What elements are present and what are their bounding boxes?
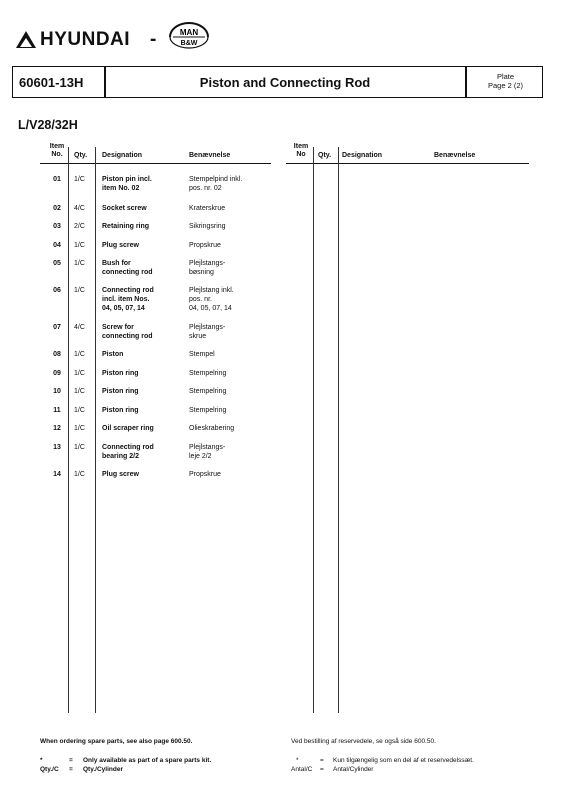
footer-kit-note: Only available as part of a spare parts kit. [83,757,212,764]
benaevnelse-line: Stempelpind inkl. [189,176,243,183]
footer-order-note-danish: Ved bestilling af reservedele, se også side 600.50. [291,738,436,745]
benaevnelse-line: Sikringsring [189,223,226,230]
footer-star-symbol: * [40,757,43,764]
item-no: 12 [53,425,61,432]
benaevnelse-line: Propskrue [189,242,221,249]
footer-equals: = [69,757,73,764]
benaevnelse-line: Plejlstang inkl. [189,287,234,294]
man-logo-top-text: MAN [179,28,199,37]
item-no: 09 [53,370,61,377]
designation-line: Piston ring [102,388,139,395]
designation-line: incl. item Nos. [102,296,150,303]
designation-line: 04, 05, 07, 14 [102,305,145,312]
item-benaevnelse [189,424,271,433]
item-no: 14 [53,471,61,478]
designation-line: connecting rod [102,333,153,340]
designation-line: Piston ring [102,370,139,377]
item-no: 13 [53,444,61,451]
header-rule-right [286,163,529,164]
item-benaevnelse [189,222,271,231]
item-no: 07 [53,324,61,331]
item-qty: 1/C [74,370,85,377]
item-qty: 1/C [74,471,85,478]
document-number: 60601-13H [19,75,84,90]
column-line [68,147,69,713]
benaevnelse-line: Plejlstangs- [189,260,226,267]
item-designation [102,323,187,341]
designation-line: Retaining ring [102,223,150,230]
designation-line: Socket screw [102,205,147,212]
benaevnelse-line: Stempelring [189,388,227,395]
benaevnelse-line: Stempelring [189,370,227,377]
item-qty: 1/C [74,351,85,358]
item-qty: 2/C [74,223,85,230]
benaevnelse-line: bøsning [189,269,214,276]
plate-page: Page 2 (2) [487,81,524,90]
item-no: 06 [53,287,61,294]
plate-info [467,72,544,90]
item-benaevnelse [189,204,271,213]
footer-qty-symbol: Qty./C [40,766,59,773]
footer-antal-symbol: Antal/C [291,766,313,773]
item-designation [102,204,187,213]
item-benaevnelse [189,387,271,396]
item-no: 02 [53,205,61,212]
benaevnelse-line: Kraterskrue [189,205,226,212]
benaevnelse-line: Plejlstangs- [189,444,226,451]
item-no: 11 [53,407,61,414]
item-benaevnelse [189,323,271,341]
col-header-item-line2: No. [51,151,63,158]
item-benaevnelse [189,350,271,359]
title-box [12,66,543,98]
item-qty: 4/C [74,205,85,212]
designation-line: bearing 2/2 [102,453,139,460]
engine-type: L/V28/32H [18,118,78,132]
footer-equals-danish: = [320,757,324,764]
item-designation [102,443,187,461]
footer-equals-danish: = [320,766,324,773]
footer-kit-note-danish: Kun tilgængelig som en del af et reservedelssæt. [333,757,474,764]
item-benaevnelse [189,369,271,378]
item-designation [102,286,187,313]
col-header-item-line1: Item [49,143,65,150]
designation-line: Piston pin incl. [102,176,152,183]
item-no: 01 [53,176,61,183]
hyundai-logo-triangle-inner [20,38,32,47]
item-qty: 4/C [74,324,85,331]
item-no: 05 [53,260,61,267]
benaevnelse-line: Plejlstangs- [189,324,226,331]
designation-line: Connecting rod [102,287,154,294]
header-rule-left [40,163,271,164]
footer-antal-definition: Antal/Cylinder [333,766,374,773]
man-logo-bottom-text: B&W [180,40,198,47]
item-designation [102,470,187,479]
col-header-benaevnelse: Benævnelse [189,152,231,159]
item-qty: 1/C [74,425,85,432]
item-no: 03 [53,223,61,230]
benaevnelse-line: pos. nr. [189,296,212,303]
benaevnelse-line: leje 2/2 [189,453,212,460]
item-designation [102,350,187,359]
designation-line: Piston ring [102,407,139,414]
item-benaevnelse [189,286,271,313]
benaevnelse-line: Stempel [189,351,215,358]
column-line [313,147,314,713]
col-header-item-right-line1: Item [293,143,309,150]
footer-order-note: When ordering spare parts, see also page 600.50. [40,738,193,745]
benaevnelse-line: pos. nr. 02 [189,185,222,192]
item-designation [102,424,187,433]
col-header-designation: Designation [102,152,143,159]
item-qty: 1/C [74,176,85,183]
designation-line: Connecting rod [102,444,154,451]
item-benaevnelse [189,241,271,250]
item-benaevnelse [189,175,271,193]
item-qty: 1/C [74,260,85,267]
designation-line: item No. 02 [102,185,140,192]
benaevnelse-line: Propskrue [189,471,221,478]
col-header-item-right-line2: No [296,151,306,158]
designation-line: Piston [102,351,124,358]
column-line [95,147,96,713]
item-qty: 1/C [74,444,85,451]
footer-equals: = [69,766,73,773]
footer-qty-definition: Qty./Cylinder [83,766,123,773]
footer-star-symbol-danish: * [296,757,299,764]
item-qty: 1/C [74,287,85,294]
hyundai-logo-text: HYUNDAI [40,29,131,50]
benaevnelse-line: Olieskrabering [189,425,235,432]
brand-separator: - [150,29,157,50]
designation-line: Oil scraper ring [102,425,154,432]
item-qty: 1/C [74,242,85,249]
column-line [338,147,339,713]
col-header-qty-right: Qty. [318,152,332,159]
item-no: 04 [53,242,61,249]
designation-line: Bush for [102,260,131,267]
item-qty: 1/C [74,407,85,414]
item-designation [102,222,187,231]
designation-line: Plug screw [102,471,139,478]
item-designation [102,387,187,396]
benaevnelse-line: skrue [189,333,207,340]
item-benaevnelse [189,470,271,479]
item-no: 08 [53,351,61,358]
col-header-item [46,143,68,159]
benaevnelse-line: 04, 05, 07, 14 [189,305,232,312]
man-bw-logo-icon [164,20,214,50]
item-designation [102,259,187,277]
col-header-item-right [290,143,312,159]
item-designation [102,369,187,378]
col-header-designation-right: Designation [342,152,383,159]
plate-label: Plate [496,72,515,81]
designation-line: Screw for [102,324,134,331]
benaevnelse-line: Stempelring [189,407,227,414]
document-title: Piston and Connecting Rod [199,75,371,90]
item-designation [102,241,187,250]
item-designation [102,406,187,415]
item-qty: 1/C [74,388,85,395]
col-header-qty: Qty. [74,152,88,159]
item-designation [102,175,187,193]
item-benaevnelse [189,259,271,277]
item-benaevnelse [189,443,271,461]
designation-line: Plug screw [102,242,139,249]
designation-line: connecting rod [102,269,153,276]
item-no: 10 [53,388,61,395]
item-benaevnelse [189,406,271,415]
col-header-benaevnelse-right: Benævnelse [434,152,476,159]
